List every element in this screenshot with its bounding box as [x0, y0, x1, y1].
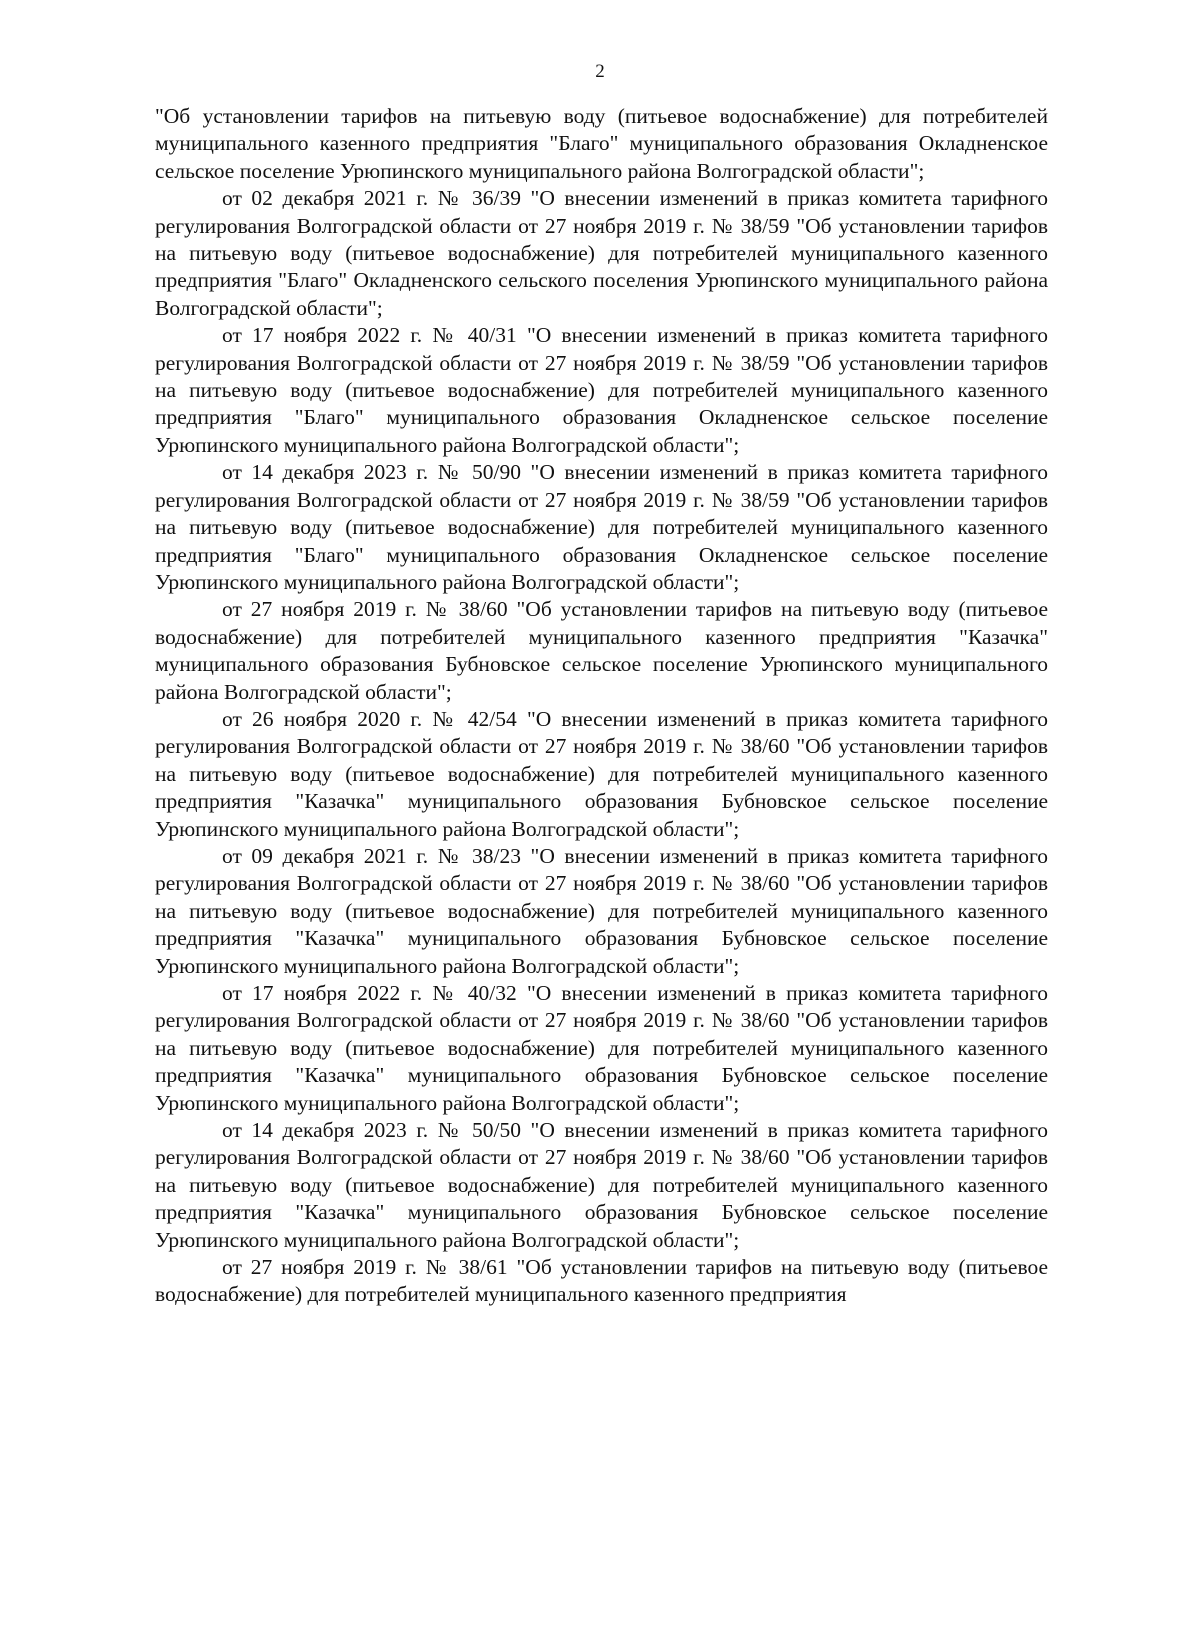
- paragraph-order-50-90: от 14 декабря 2023 г. № 50/90 "О внесении изменений в приказ комитета тарифного регулирования Волгоградской области от 27 ноября 2019 г. № 38/59 "Об установлении тарифов на питьевую воду (питьевое водоснабжение) для потребителей муниципального казенного предприятия "Благо" муниципального образования Окладненское сельское поселение Урюпинского муниципального района Волгоградской области";: [155, 460, 1048, 594]
- document-body: [155, 103, 1048, 1309]
- paragraph-order-38-61: от 27 ноября 2019 г. № 38/61 "Об установлении тарифов на питьевую воду (питьевое водоснабжение) для потребителей муниципального казенного предприятия: [155, 1255, 1048, 1307]
- paragraph-order-50-50: от 14 декабря 2023 г. № 50/50 "О внесении изменений в приказ комитета тарифного регулирования Волгоградской области от 27 ноября 2019 г. № 38/60 "Об установлении тарифов на питьевую воду (питьевое водоснабжение) для потребителей муниципального казенного предприятия "Казачка" муниципального образования Бубновское сельское поселение Урюпинского муниципального района Волгоградской области";: [155, 1118, 1048, 1252]
- paragraph-order-42-54: от 26 ноября 2020 г. № 42/54 "О внесении изменений в приказ комитета тарифного регулирования Волгоградской области от 27 ноября 2019 г. № 38/60 "Об установлении тарифов на питьевую воду (питьевое водоснабжение) для потребителей муниципального казенного предприятия "Казачка" муниципального образования Бубновское сельское поселение Урюпинского муниципального района Волгоградской области";: [155, 706, 1048, 841]
- paragraph-continuation: "Об установлении тарифов на питьевую воду (питьевое водоснабжение) для потребителей муниципального казенного предприятия "Благо" муниципального образования Окладненское сельское поселение Урюпинского муниципального района Волгоградской области";: [155, 104, 1048, 183]
- paragraph-order-36-39: от 02 декабря 2021 г. № 36/39 "О внесении изменений в приказ комитета тарифного регулирования Волгоградской области от 27 ноября 2019 г. № 38/59 "Об установлении тарифов на питьевую воду (питьевое водоснабжение) для потребителей муниципального казенного предприятия "Благо" Окладненского сельского поселения Урюпинского муниципального района Волгоградской области";: [155, 186, 1048, 320]
- paragraph-order-40-32: от 17 ноября 2022 г. № 40/32 "О внесении изменений в приказ комитета тарифного регулирования Волгоградской области от 27 ноября 2019 г. № 38/60 "Об установлении тарифов на питьевую воду (питьевое водоснабжение) для потребителей муниципального казенного предприятия "Казачка" муниципального образования Бубновское сельское поселение Урюпинского муниципального района Волгоградской области";: [155, 981, 1048, 1115]
- paragraph-order-38-23: от 09 декабря 2021 г. № 38/23 "О внесении изменений в приказ комитета тарифного регулирования Волгоградской области от 27 ноября 2019 г. № 38/60 "Об установлении тарифов на питьевую воду (питьевое водоснабжение) для потребителей муниципального казенного предприятия "Казачка" муниципального образования Бубновское сельское поселение Урюпинского муниципального района Волгоградской области";: [155, 843, 1048, 978]
- page-number: 2: [595, 61, 605, 82]
- paragraph-order-38-60: от 27 ноября 2019 г. № 38/60 "Об установлении тарифов на питьевую воду (питьевое водоснабжение) для потребителей муниципального казенного предприятия "Казачка" муниципального образования Бубновское сельское поселение Урюпинского муниципального района Волгоградской области";: [155, 597, 1048, 704]
- paragraph-order-40-31: от 17 ноября 2022 г. № 40/31 "О внесении изменений в приказ комитета тарифного регулирования Волгоградской области от 27 ноября 2019 г. № 38/59 "Об установлении тарифов на питьевую воду (питьевое водоснабжение) для потребителей муниципального казенного предприятия "Благо" муниципального образования Окладненское сельское поселение Урюпинского муниципального района Волгоградской области";: [155, 323, 1048, 457]
